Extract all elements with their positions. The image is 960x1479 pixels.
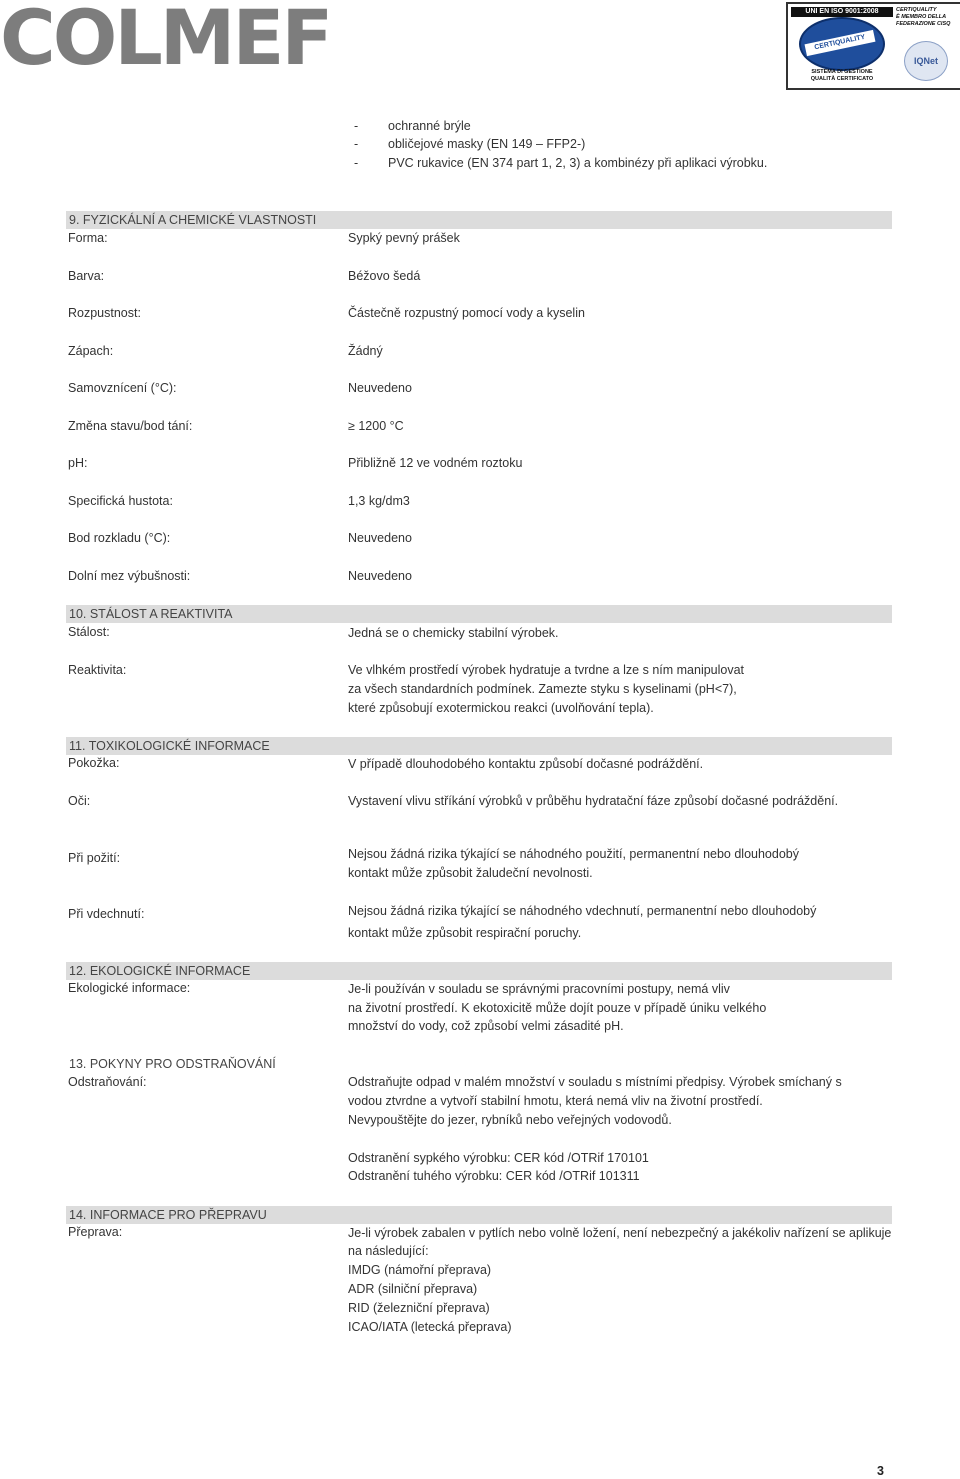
vdech-line: Nejsou žádná rizika týkající se náhodného vdechnutí, permanentní nebo dlouhodobý — [348, 904, 817, 918]
prop-label: Forma: — [68, 231, 108, 245]
prop-value: ≥ 1200 °C — [348, 419, 404, 433]
prop-value: Sypký pevný prášek — [348, 231, 460, 245]
oci-label: Oči: — [68, 794, 91, 808]
prop-label: Rozpustnost: — [68, 306, 141, 320]
bullet-item: - ochranné brýle — [354, 119, 471, 133]
prop-label: Zápach: — [68, 344, 114, 358]
prop-value: Béžovo šedá — [348, 269, 421, 283]
preprava-label: Přeprava: — [68, 1225, 123, 1239]
odstranovani-line: Odstraňujte odpad v malém množství v souladu s místními předpisy. Výrobek smíchaný s — [348, 1075, 842, 1089]
iso-standard-label: UNI EN ISO 9001:2008 — [791, 7, 893, 17]
pokozka-label: Pokožka: — [68, 756, 120, 770]
reaktivita-line: za všech standardních podmínek. Zamezte styku s kyselinami (pH<7), — [348, 682, 737, 696]
bullet-text: ochranné brýle — [388, 119, 471, 133]
stalost-label: Stálost: — [68, 625, 110, 639]
cert-footer — [791, 69, 893, 83]
preprava-line: RID (železniční přeprava) — [348, 1301, 490, 1315]
prop-label: Barva: — [68, 269, 105, 283]
section-9-title: 9. FYZICKÁLNÍ A CHEMICKÉ VLASTNOSTI — [69, 213, 317, 227]
bullet-text: obličejové masky (EN 149 – FFP2-) — [388, 137, 586, 151]
reaktivita-line: Ve vlhkém prostředí výrobek hydratuje a tvrdne a lze s ním manipulovat — [348, 663, 745, 677]
prop-label: Dolní mez výbušnosti: — [68, 569, 191, 583]
cisq-line-2: È MEMBRO DELLA — [896, 14, 947, 20]
reaktivita-label: Reaktivita: — [68, 663, 127, 677]
eko-line: Je-li používán v souladu se správnými pracovními postupy, nemá vliv — [348, 982, 730, 996]
prop-label: pH: — [68, 456, 88, 470]
eko-label: Ekologické informace: — [68, 981, 191, 995]
prop-value: Neuvedeno — [348, 531, 412, 545]
prop-value: Přibližně 12 ve vodném roztoku — [348, 456, 523, 470]
certification-badge — [786, 2, 960, 90]
reaktivita-line: které způsobují exotermickou reakci (uvolňování tepla). — [348, 701, 654, 715]
company-logo: COLMEF — [0, 0, 331, 82]
section-14-title: 14. INFORMACE PRO PŘEPRAVU — [69, 1208, 267, 1222]
stalost-value: Jedná se o chemicky stabilní výrobek. — [348, 626, 559, 640]
pozit-line: kontakt může způsobit žaludeční nevolnosti. — [348, 866, 593, 880]
vdech-line: kontakt může způsobit respirační poruchy. — [348, 926, 582, 940]
pozit-line: Nejsou žádná rizika týkající se náhodného použití, permanentní nebo dlouhodobý — [348, 847, 799, 861]
eko-line: na životní prostředí. K ekotoxicitě může dojít pouze v případě úniku velkého — [348, 1001, 767, 1015]
prop-label: Změna stavu/bod tání: — [68, 419, 193, 433]
prop-value: Částečně rozpustný pomocí vody a kyselin — [348, 306, 585, 320]
oci-value: Vystavení vlivu stříkání výrobků v průběhu hydratační fáze způsobí dočasné podráždění. — [348, 794, 839, 808]
prop-value: 1,3 kg/dm3 — [348, 494, 410, 508]
prop-value: Neuvedeno — [348, 569, 412, 583]
page-number: 3 — [877, 1464, 884, 1478]
prop-label: Specifická hustota: — [68, 494, 173, 508]
section-12-title: 12. EKOLOGICKÉ INFORMACE — [69, 964, 251, 978]
cert-footer-line-1: SISTEMA DI GESTIONE — [811, 69, 873, 75]
preprava-line: ADR (silniční přeprava) — [348, 1282, 478, 1296]
prop-value: Neuvedeno — [348, 381, 412, 395]
preprava-line: na následující: — [348, 1244, 429, 1258]
odstranovani-line: Nevypouštějte do jezer, rybníků nebo veřejných vodovodů. — [348, 1113, 672, 1127]
prop-label: Samovznícení (°C): — [68, 381, 177, 395]
cisq-line-3: FEDERAZIONE CISQ — [896, 21, 951, 27]
cisq-block — [896, 7, 956, 83]
section-13-title: 13. POKYNY PRO ODSTRAŇOVÁNÍ — [69, 1057, 276, 1071]
pokozka-value: V případě dlouhodobého kontaktu způsobí dočasné podráždění. — [348, 757, 704, 771]
preprava-line: Je-li výrobek zabalen v pytlích nebo volně ložení, není nebezpečný a jakékoliv nařízení se aplikuje — [348, 1226, 892, 1240]
seal-text: CERTIQUALITY — [805, 30, 876, 56]
odstranovani-label: Odstraňování: — [68, 1075, 147, 1089]
cisq-line-1: CERTIQUALITY — [896, 7, 937, 13]
odstranovani-line: vodou ztvrdne a vytvoří stabilní hmotu, která nemá vliv na životní prostředí. — [348, 1094, 763, 1108]
prop-value: Žádný — [348, 344, 383, 358]
preprava-line: ICAO/IATA (letecká přeprava) — [348, 1320, 512, 1334]
preprava-line: IMDG (námořní přeprava) — [348, 1263, 492, 1277]
bullet-text: PVC rukavice (EN 374 part 1, 2, 3) a kombinézy při aplikaci výrobku. — [388, 156, 768, 170]
pozit-label: Při požití: — [68, 851, 121, 865]
eko-line: množství do vody, což způsobí velmi zásadité pH. — [348, 1019, 624, 1033]
iqnet-logo-icon: IQNet — [904, 41, 948, 81]
bullet-item: - obličejové masky (EN 149 – FFP2-) — [354, 137, 586, 151]
prop-label: Bod rozkladu (°C): — [68, 531, 171, 545]
vdech-label: Při vdechnutí: — [68, 907, 145, 921]
cert-footer-line-2: QUALITÀ CERTIFICATO — [810, 76, 874, 82]
iso-cert-block — [791, 7, 893, 83]
cer-line: Odstranění sypkého výrobku: CER kód /OTRif 170101 — [348, 1151, 649, 1165]
section-10-title: 10. STÁLOST A REAKTIVITA — [69, 607, 233, 621]
cer-line: Odstranění tuhého výrobku: CER kód /OTRif 101311 — [348, 1169, 640, 1183]
bullet-item: - PVC rukavice (EN 374 part 1, 2, 3) a kombinézy při aplikaci výrobku. — [354, 156, 768, 170]
section-11-title: 11. TOXIKOLOGICKÉ INFORMACE — [69, 739, 270, 753]
